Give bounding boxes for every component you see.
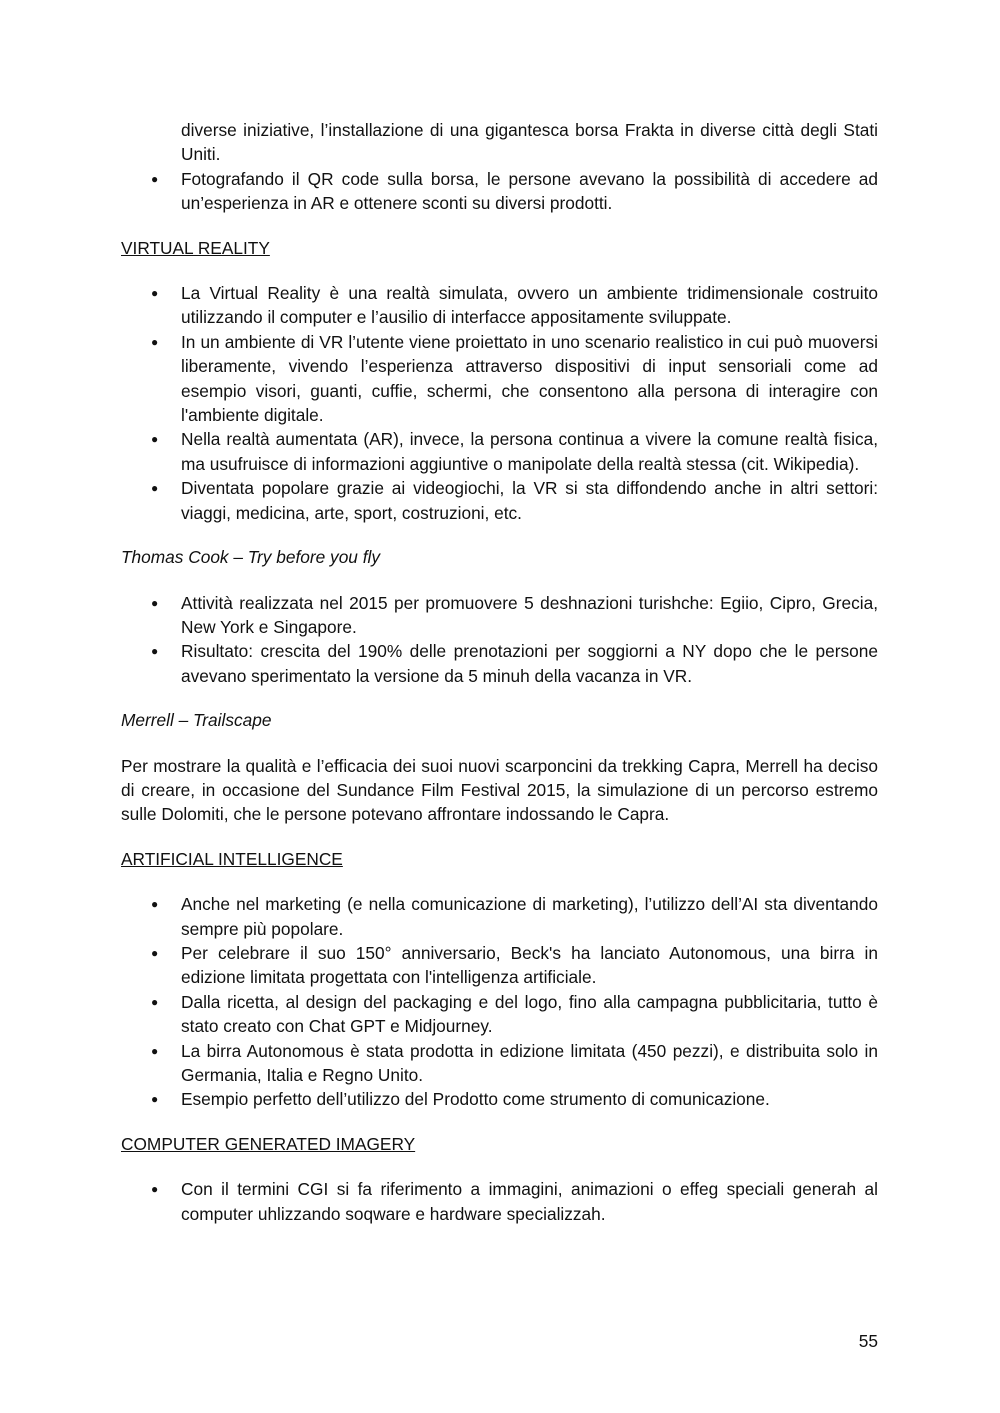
- list-item-text: diverse iniziative, l’installazione di una gigantesca borsa Frakta in diverse città degli Stati Uniti.: [181, 120, 878, 165]
- bullet-icon: ●: [151, 481, 159, 496]
- section-heading-virtual-reality: VIRTUAL REALITY: [121, 237, 270, 258]
- list-item: [121, 167, 878, 216]
- cgi-bullet-list: [121, 1177, 878, 1226]
- list-item: [121, 639, 878, 688]
- list-item-text: Per celebrare il suo 150° anniversario, Beck's ha lanciato Autonomous, una birra in edizione limitata progettata con l'intelligenza artificiale.: [181, 942, 878, 988]
- list-item: [121, 1039, 878, 1088]
- list-item-text: Dalla ricetta, al design del packaging e del logo, fino alla campagna pubblicitaria, tutto è stato creato con Chat GPT e Midjourney.: [181, 991, 878, 1037]
- list-item-text: La birra Autonomous è stata prodotta in edizione limitata (450 pezzi), e distribuita solo in Germania, Italia e Regno Unito.: [181, 1040, 878, 1085]
- list-item-text: Diventata popolare grazie ai videogiochi, la VR si sta diffondendo anche in altri settori: viaggi, medicina, arte, sport, costruzioni, etc.: [181, 478, 878, 523]
- bullet-icon: ●: [151, 994, 159, 1009]
- document-page: [121, 118, 878, 1226]
- list-item: [121, 476, 878, 525]
- bullet-icon: ●: [151, 334, 159, 349]
- list-item: [121, 892, 878, 941]
- bullet-icon: ●: [151, 1092, 159, 1107]
- list-item-text: Con il termini CGI si fa riferimento a immagini, animazioni o effeg speciali generah al computer uhlizzando soqware e hardware specializzah.: [181, 1179, 878, 1224]
- list-item: [121, 1087, 878, 1111]
- list-item-text: La Virtual Reality è una realtà simulata, ovvero un ambiente tridimensionale costruito utilizzando il computer e l’ausilio di interfacce appositamente sviluppate.: [181, 283, 878, 328]
- list-item-text: Attività realizzata nel 2015 per promuovere 5 deshnazioni turishche: Egiio, Cipro, Grecia, New York e Singapore.: [181, 592, 878, 637]
- bullet-icon: ●: [151, 595, 159, 610]
- page-number: 55: [858, 1331, 878, 1351]
- list-item-text: Fotografando il QR code sulla borsa, le persone avevano la possibilità di accedere ad un’esperienza in AR e ottenere sconti su diversi prodotti.: [181, 168, 878, 214]
- list-item: [121, 941, 878, 990]
- bullet-icon: ●: [151, 897, 159, 912]
- merrell-paragraph: Per mostrare la qualità e l’efficacia dei suoi nuovi scarponcini da trekking Capra, Merrell ha deciso di creare, in occasione del Sundance Film Festival 2015, la simulazione di un percorso estremo sulle Dolomiti, che le persone potevano affrontare indossando le Capra.: [121, 755, 878, 825]
- case-study-title-merrell: Merrell – Trailscape: [121, 710, 272, 731]
- bullet-icon: ●: [151, 945, 159, 960]
- section-heading-computer-generated-imagery: COMPUTER GENERATED IMAGERY: [121, 1133, 416, 1154]
- list-item: [121, 281, 878, 330]
- list-item-text: Esempio perfetto dell’utilizzo del Prodotto come strumento di comunicazione.: [181, 1089, 770, 1110]
- list-item: [121, 591, 878, 640]
- section-heading-artificial-intelligence: ARTIFICIAL INTELLIGENCE: [121, 848, 343, 869]
- list-item: [121, 330, 878, 428]
- bullet-icon: ●: [151, 286, 159, 301]
- list-item: [121, 1177, 878, 1226]
- list-item: [121, 990, 878, 1039]
- vr-bullet-list: [121, 281, 878, 525]
- case-study-title-thomas-cook: Thomas Cook – Try before you fly: [121, 547, 380, 568]
- list-item: [121, 427, 878, 476]
- list-item-text: Risultato: crescita del 190% delle prenotazioni per soggiorni a NY dopo che le persone avevano sperimentato la versione da 5 minuh della vacanza in VR.: [181, 641, 878, 686]
- list-item-text: Nella realtà aumentata (AR), invece, la persona continua a vivere la comune realtà fisica, ma usufruisce di informazioni aggiuntive o manipolate della realtà stessa (cit. Wikipedia).: [181, 429, 878, 474]
- bullet-icon: ●: [151, 171, 159, 186]
- top-bullet-list: [121, 118, 878, 216]
- thomas-cook-bullet-list: [121, 591, 878, 689]
- bullet-icon: ●: [151, 644, 159, 659]
- list-item: [121, 118, 878, 167]
- ai-bullet-list: [121, 892, 878, 1112]
- list-item-text: In un ambiente di VR l’utente viene proiettato in uno scenario realistico in cui può muoversi liberamente, vivendo l’esperienza attraverso dispositivi di input sensoriali come ad esempio visori, guanti, cuffie, schermi, che consentono alla persona di interagire con l'ambiente digitale.: [181, 331, 878, 426]
- bullet-icon: ●: [151, 1043, 159, 1058]
- bullet-icon: ●: [151, 1182, 159, 1197]
- list-item-text: Anche nel marketing (e nella comunicazione di marketing), l’utilizzo dell’AI sta diventando sempre più popolare.: [181, 894, 878, 939]
- bullet-icon: ●: [151, 432, 159, 447]
